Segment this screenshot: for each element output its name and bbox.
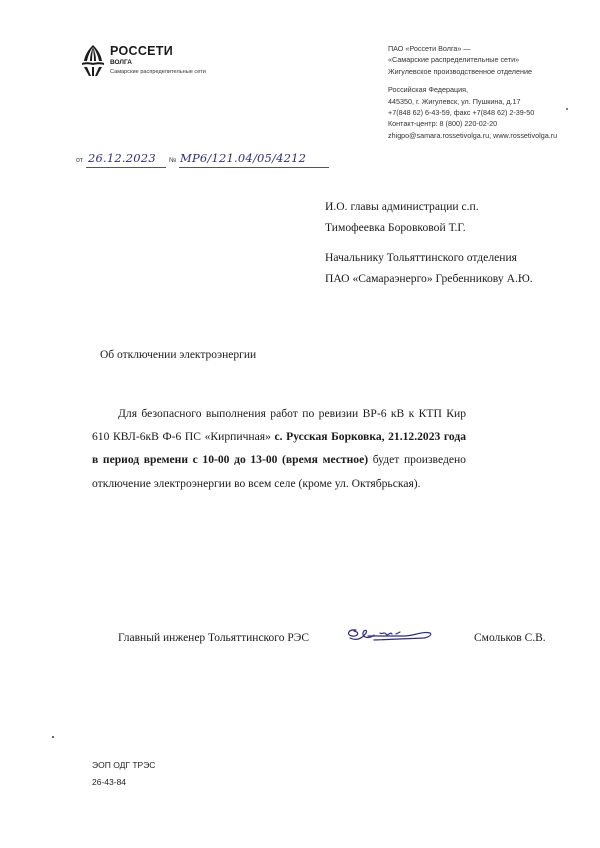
date-label: от [76,157,83,164]
addressee-block [325,197,585,289]
body-bold-text: с. Русская Борковка, 21.12.2023 года в период времени с 10-00 до 13-00 (время местное) [92,430,466,467]
logo-brand: РОССЕТИ [110,44,174,58]
addressee-line: И.О. главы администрации с.п. [325,200,479,213]
org-address-line: Российская Федерация, [388,85,468,95]
org-phone-line: +7(848 62) 6-43-59, факс +7(848 62) 2-39-50 [388,108,535,118]
addressee-line: Тимофеевка Боровковой Т.Г. [325,220,466,234]
stray-mark [52,736,54,738]
handwritten-signature [344,621,434,649]
letter-subject: Об отключении электроэнергии [100,349,257,361]
registration-line [76,150,336,174]
body-text: Для безопасного выполнения работ по ревизии ВР-6 кВ к КТП Кир 610 КВЛ-6кВ Ф-6 ПС «Кирпичная» [92,407,466,444]
org-line: Жигулевское производственное отделение [388,66,532,76]
org-line: ПАО «Россети Волга» — [388,44,471,53]
registration-number: МР6/121.04/05/4212 [180,151,307,165]
executor-block [92,757,155,791]
org-line: «Самарские распределительные сети» [388,55,520,65]
org-email-web: zhigpo@samara.rossetivolga.ru, www.rossetivolga.ru [388,130,558,140]
rosseti-emblem-icon [80,43,106,77]
executor-phone: 26-43-84 [92,777,127,787]
number-underline [179,167,329,168]
letter-body [92,402,466,495]
org-contact-center: Контакт-центр: 8 (800) 220-02-20 [388,119,498,129]
addressee-line: ПАО «Самараэнерго» Гребенникову А.Ю. [325,271,533,285]
organization-info [388,43,588,141]
addressee-line: Начальнику Тольяттинского отделения [325,251,518,264]
number-label: № [169,157,177,164]
signatory-name: Смольков С.В. [474,632,546,644]
org-address-line: 445350, г. Жигулевск, ул. Пушкина, д.17 [388,96,521,106]
body-text: будет произведено отключение электроэнергии во всем селе (кроме ул. Октябрьская). [92,453,466,490]
logo-region: ВОЛГА [110,59,132,66]
logo-subtitle: Самарские распределительные сети [110,69,206,75]
registration-date: 26.12.2023 [88,151,156,165]
executor-name: ЭОП ОДГ ТРЭС [92,760,156,770]
company-logo [80,43,280,93]
signatory-title: Главный инженер Тольяттинского РЭС [118,632,310,644]
date-underline [86,167,166,168]
stray-mark [566,108,568,110]
